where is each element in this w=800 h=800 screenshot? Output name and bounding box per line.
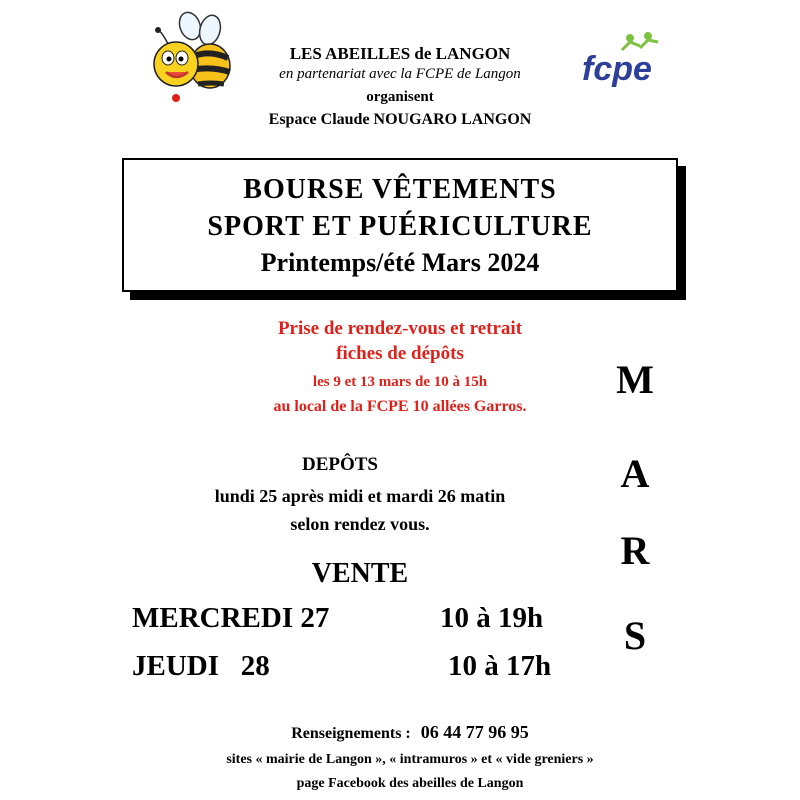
info-label: Renseignements :: [291, 725, 411, 742]
month-letter-r: R: [620, 528, 650, 573]
appointment-line-1: Prise de rendez-vous et retrait: [277, 318, 523, 339]
children-figure-icon: [622, 32, 658, 50]
facebook-line: page Facebook des abeilles de Langon: [296, 776, 524, 791]
sale-hours-1: 10 à 19h: [440, 602, 544, 634]
month-letter-a: A: [620, 451, 650, 496]
contact-info: [150, 722, 670, 743]
title-line-1: BOURSE VÊTEMENTS: [243, 174, 557, 205]
phone-number: 06 44 77 96 95: [420, 722, 529, 742]
appointment-dates: les 9 et 13 mars de 10 à 15h: [312, 374, 488, 390]
organizer-name: LES ABEILLES de LANGON: [289, 44, 511, 63]
partner-line: en partenariat avec la FCPE de Langon: [279, 66, 521, 82]
appointment-location: au local de la FCPE 10 allées Garros.: [273, 398, 527, 415]
sale-day-1: MERCREDI 27: [132, 602, 330, 634]
fcpe-logo-text: fcpe: [582, 50, 652, 88]
title-box: [122, 158, 678, 292]
deposits-note: selon rendez vous.: [290, 514, 430, 534]
deposits-dates: lundi 25 après midi et mardi 26 matin: [214, 486, 506, 506]
organise-line: organisent: [366, 89, 434, 105]
venue-line: Espace Claude NOUGARO LANGON: [268, 111, 532, 128]
month-letter-m: M: [616, 357, 654, 402]
sale-heading: VENTE: [311, 558, 409, 589]
title-line-2: SPORT ET PUÉRICULTURE: [207, 211, 593, 242]
title-line-3: Printemps/été Mars 2024: [260, 248, 540, 277]
sale-day-2: JEUDI 28: [132, 650, 270, 682]
sale-hours-2: 10 à 17h: [448, 650, 552, 682]
sites-line: sites « mairie de Langon », « intramuros » et « vide greniers »: [226, 752, 594, 767]
deposits-heading: DEPÔTS: [301, 454, 379, 475]
appointment-line-2: fiches de dépôts: [336, 343, 464, 364]
month-letter-s: S: [623, 613, 647, 658]
